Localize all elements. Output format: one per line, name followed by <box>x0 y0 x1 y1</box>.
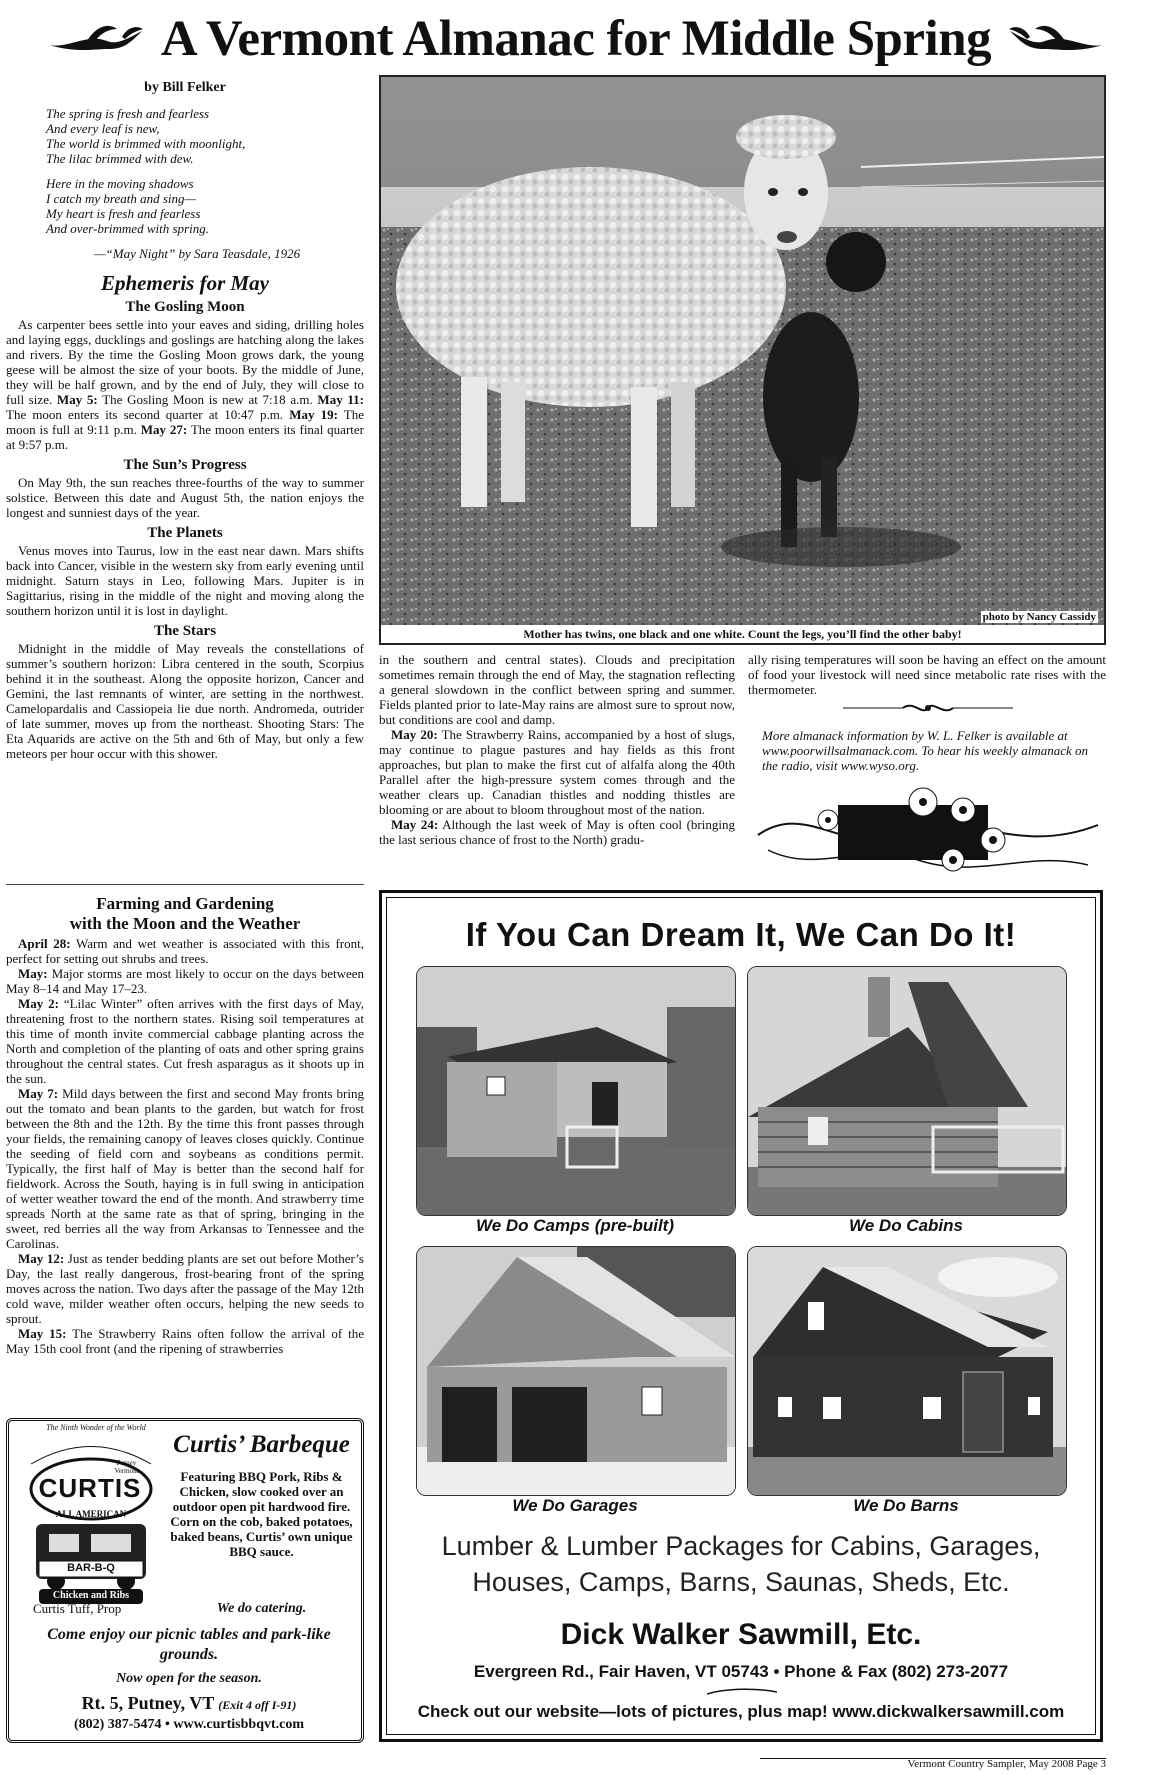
entry-text: Mild days between the first and second May fronts bring out the tomato and bean plants to the garden, but watch for frost between the 8th and the 12th. By the time this front passes through your fields, the remaining canopy of leaves closes quickly. Continue the seeding of field corn and soybeans as conditions permit. Typically, the first half of May is better than the second half for fieldwork. Across the South, haying is in full swing in anticipation of wetter weather toward the end of the month. And strawberry time spreads North at the same rate as that of spring, bringing in the sweet, red berries all the way from Arkansas to Tennessee and the Carolinas. <box>6 1086 364 1251</box>
poem-line: The spring is fresh and fearless <box>46 106 210 121</box>
may11-text: The moon enters its second quarter at 10:47 p.m. <box>6 407 284 422</box>
ornament-divider-icon <box>843 700 1013 716</box>
sawmill-company: Dick Walker Sawmill, Etc. <box>560 1618 922 1651</box>
barn-image <box>748 1247 1066 1495</box>
curtis-open: Now open for the season. <box>116 1671 262 1686</box>
sun-paragraph: On May 9th, the sun reaches three-fourths of the way to summer solstice. Between this date and August 5th, the nation enjoys the longest and sunniest days of the year. <box>6 475 364 520</box>
curtis-picnic: Come enjoy our picnic tables and park-like grounds. <box>47 1626 331 1663</box>
farming-entry <box>6 1326 364 1356</box>
farming-heading <box>6 894 364 934</box>
barn-photo <box>747 1246 1067 1496</box>
farming-section <box>6 894 364 1356</box>
entry-label: May 12: <box>18 1251 65 1266</box>
cabin-photo <box>747 966 1067 1216</box>
logo-all-american: ALL AMERICAN <box>55 1509 127 1519</box>
entry-text: Major storms are most likely to occur on the days between May 8–14 and May 17–23. <box>6 966 365 996</box>
may27-text: The moon enters its final quarter at 9:57 p.m. <box>6 422 364 452</box>
cabin-caption: We Do Cabins <box>849 1216 963 1235</box>
gosling-paragraph <box>6 317 364 452</box>
entry-label: May 7: <box>18 1086 59 1101</box>
may20-text: The Strawberry Rains, accompanied by a host of slugs, may continue to plague pastures and hay fields as this front approaches, but plan to make the first cut of alfalfa along the 40th Parallel after the high-pressure system comes through and the weather clears up. Canadian thistles and nodding thistles are blooming or are about to bloom throughout most of the nation. <box>379 727 736 817</box>
ephemeris-body <box>6 300 364 761</box>
farming-entry <box>6 1251 364 1326</box>
sheep-photo <box>379 75 1106 645</box>
farming-entry <box>6 1086 364 1251</box>
poem-line: My heart is fresh and fearless <box>46 206 201 221</box>
entry-label: May: <box>18 966 48 981</box>
lumber-line2: Houses, Camps, Barns, Saunas, Sheds, Etc. <box>472 1567 1010 1597</box>
page-title: A Vermont Almanac for Middle Spring <box>160 11 992 67</box>
gosling-text: As carpenter bees settle into your eaves and siding, drilling holes and laying eggs, ducklings and goslings are hatching along the lakes and rivers. By the time the Gosling Moon grows dark, the young geese will be almost the size of your boots. By the middle of June, they will be half grown, and by the end of July, they will close to full size. <box>6 317 364 407</box>
curtis-address-exit: (Exit 4 off I-91) <box>218 1698 297 1712</box>
photo-caption: Mother has twins, one black and one white. Count the legs, you’ll find the other baby! <box>381 625 1104 643</box>
entry-text: The Strawberry Rains often follow the arrival of the May 15th cool front (and the ripening of strawberries <box>6 1326 365 1356</box>
byline: by Bill Felker <box>144 80 226 95</box>
entry-text: Just as tender bedding plants are set out before Mother’s Day, the last really dangerous, frost-bearing front of the spring moves across the nation. Two days after the passage of the May 12th cold wave, milder weather often occurs, helping the new seeds to sprout. <box>6 1251 364 1326</box>
curtis-bbq-ad <box>6 1418 364 1743</box>
logo-chicken: Chicken and Ribs <box>52 1590 130 1601</box>
farming-entry <box>6 996 364 1086</box>
daisy-illustration-icon <box>748 780 1106 880</box>
poem-line: And over-brimmed with spring. <box>46 221 209 236</box>
sawmill-ad <box>379 890 1103 1742</box>
poem-line: I catch my breath and sing— <box>46 191 197 206</box>
right-flourish-icon <box>1005 19 1105 59</box>
sawmill-headline: If You Can Dream It, We Can Do It! <box>465 916 1017 953</box>
logo-town: Putney Vermont <box>114 1459 139 1475</box>
farming-entry <box>6 966 364 996</box>
entry-text: Warm and wet weather is associated with this front, perfect for setting out shrubs and trees. <box>6 936 364 966</box>
stars-heading: The Stars <box>153 623 217 639</box>
swash-divider-icon <box>707 1688 777 1696</box>
may19-label: May 19: <box>289 407 338 422</box>
poem-line: The lilac brimmed with dew. <box>46 151 194 166</box>
may24-text: Although the last week of May is often cool (bringing the last serious chance of frost to the North) gradu- <box>379 817 735 847</box>
curtis-catering: We do catering. <box>216 1601 307 1616</box>
photo-credit: photo by Nancy Cassidy <box>982 611 1096 623</box>
poem-line: The world is brimmed with moonlight, <box>46 136 246 151</box>
farming-heading-line1: Farming and Gardening <box>96 894 274 913</box>
gosling-heading: The Gosling Moon <box>125 299 245 315</box>
sawmill-website: Check out our website—lots of pictures, plus map! www.dickwalkersawmill.com <box>417 1702 1065 1721</box>
may27-label: May 27: <box>140 422 188 437</box>
poem-attribution: —“May Night” by Sara Teasdale, 1926 <box>94 246 301 261</box>
may5-text: The Gosling Moon is new at 7:18 a.m. <box>102 392 313 407</box>
lumber-text <box>387 1528 1095 1600</box>
entry-label: May 15: <box>18 1326 67 1341</box>
left-column-top <box>6 80 364 761</box>
divider <box>6 884 364 885</box>
farming-heading-line2: with the Moon and the Weather <box>69 914 301 933</box>
lumber-line1: Lumber & Lumber Packages for Cabins, Garages, <box>441 1531 1041 1561</box>
middle-intro: in the southern and central states). Clouds and precipitation sometimes remain through the end of May, the stagnation reflecting a general slowdown in the conflict between spring and summer. Fields planted prior to late-May rains are almost sure to sprout now, but conditions are cool and damp. <box>379 652 735 727</box>
right-column-text: ally rising temperatures will soon be having an effect on the amount of food your livestock will need since metabolic rate rises with the thermometer. <box>748 652 1106 697</box>
may24-label: May 24: <box>391 817 439 832</box>
garage-photo <box>416 1246 736 1496</box>
logo-arc-text: The Ninth Wonder of the World <box>46 1423 146 1432</box>
stars-paragraph: Midnight in the middle of May reveals the constellations of summer’s southern horizon: Libra centered in the south, Scorpius behind it in the southeast. Along the opposite horizon, Cancer and Gemini, the last remnants of winter, are setting in the northwest. Camelopardalis and Cassiopeia lie due north. Andromeda, outrider of late summer, moves up from the northeast. Shooting Stars: The Eta Aquarids are active on the 5th and 6th of May, but only a few meteors per hour occur with this shower. <box>6 641 364 761</box>
camp-caption: We Do Camps (pre-built) <box>475 1216 675 1235</box>
camp-photo <box>416 966 736 1216</box>
curtis-address <box>19 1693 359 1714</box>
curtis-description: Featuring BBQ Pork, Ribs & Chicken, slow cooked over an outdoor open pit hardwood fire. Corn on the cob, baked potatoes, baked beans, Curtis’ own unique BBQ sauce. <box>170 1469 353 1559</box>
ephemeris-heading: Ephemeris for May <box>101 271 269 295</box>
sawmill-ad-inner <box>386 897 1096 1735</box>
footer-text: Vermont Country Sampler, May 2008 Page 3 <box>907 1758 1106 1770</box>
sawmill-address: Evergreen Rd., Fair Haven, VT 05743 • Phone & Fax (802) 273-2077 <box>473 1662 1009 1681</box>
may19-text: The moon is full at 9:11 p.m. <box>6 407 365 437</box>
curtis-address-main: Rt. 5, Putney, VT <box>81 1693 215 1713</box>
left-flourish-icon <box>47 19 147 59</box>
logo-bbq: BAR-B-Q <box>67 1562 115 1574</box>
sun-heading: The Sun’s Progress <box>123 457 247 473</box>
barn-caption: We Do Barns <box>853 1496 959 1515</box>
may20-label: May 20: <box>391 727 438 742</box>
cabin-image <box>748 967 1066 1215</box>
middle-column <box>379 652 735 847</box>
more-info-text: More almanack information by W. L. Felker is available at www.poorwillsalmanack.com. To hear his weekly almanack on the radio, visit www.wyso.org. <box>762 728 1089 773</box>
farming-body <box>6 936 364 1356</box>
curtis-prop: Curtis Tuff, Prop <box>33 1601 122 1616</box>
planets-heading: The Planets <box>147 525 223 541</box>
garage-caption: We Do Garages <box>512 1496 638 1515</box>
masthead <box>0 8 1152 70</box>
may5-label: May 5: <box>56 392 98 407</box>
camp-image <box>417 967 735 1215</box>
may20-paragraph <box>379 727 735 817</box>
entry-text: “Lilac Winter” often arrives with the first days of May, threatening frost to the northern states. Rising soil temperatures at this time of month invite commercial cabbage planting across the North and completion of the planting of oats and other spring grains throughout the central states. Cut fresh asparagus as it shoots up in the sun. <box>6 996 364 1086</box>
may11-label: May 11: <box>317 392 365 407</box>
right-column <box>748 652 1106 773</box>
entry-label: May 2: <box>18 996 59 1011</box>
farming-entry <box>6 936 364 966</box>
curtis-phone-web: (802) 387-5474 • www.curtisbbqvt.com <box>73 1717 305 1732</box>
logo-name: CURTIS <box>38 1473 142 1503</box>
garage-image <box>417 1247 735 1495</box>
curtis-title: Curtis’ Barbeque <box>173 1431 350 1458</box>
poem <box>46 106 364 236</box>
poem-line: Here in the moving shadows <box>46 176 194 191</box>
may24-paragraph <box>379 817 735 847</box>
sheep-photo-image <box>381 77 1104 643</box>
planets-paragraph: Venus moves into Taurus, low in the east near dawn. Mars shifts back into Cancer, visible in the western sky from early evening until midnight. Saturn stays in Leo, following Mars. Jupiter is in Sagittarius, rising in the middle of the night and moving along the southern horizon until it is lost in daylight. <box>6 543 364 618</box>
entry-label: April 28: <box>18 936 71 951</box>
poem-line: And every leaf is new, <box>46 121 160 136</box>
